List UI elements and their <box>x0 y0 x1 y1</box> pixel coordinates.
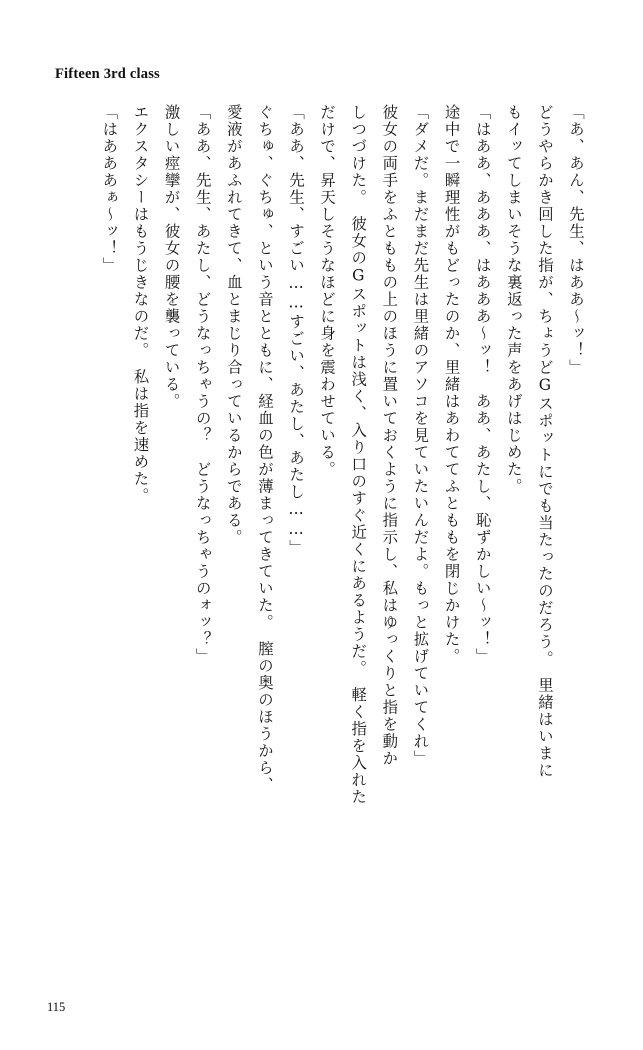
paragraph: 「はああ、あああ、はあああ〜ッ！ ああ、あたし、恥ずかしい〜ッ！」 <box>473 104 492 665</box>
paragraph: 「ダメだ。まだまだ先生は里緒のアソコを見ていたいんだよ。もっと拡げていてくれ」 <box>411 104 430 767</box>
page-number: 115 <box>47 1000 66 1014</box>
paragraph: だけで、昇天しそうなほどに身を震わせている。 <box>318 104 337 478</box>
paragraph: 「あ、あん、先生、はああ〜ッ！」 <box>567 104 585 376</box>
paragraph: もイッてしまいそうな裏返った声をあげはじめた。 <box>504 104 523 495</box>
paragraph: しつづけた。 彼女のGスポットは浅く、入り口のすぐ近くにあるようだ。 軽く指を入れた <box>349 104 368 806</box>
paragraph: エクスタシーはもうじきなのだ。 私は指を速めた。 <box>131 104 150 505</box>
page-header: Fifteen 3rd class <box>55 66 160 82</box>
body-text <box>51 104 591 924</box>
paragraph: どうやらかき回した指が、ちょうどGスポットにでも当たったのだろう。 里緒はいまに <box>535 104 554 779</box>
paragraph: 「ああ、先生、あたし、どうなっちゃうの？ どうなっちゃうのォッ？」 <box>193 104 212 665</box>
paragraph: 彼女の両手をふとももの上のほうに置いておくように指示し、私はゆっくりと指を動か <box>380 104 399 767</box>
paragraph: 「ああ、先生、すごい……すごい、あたし、あたし……」 <box>287 104 306 557</box>
paragraph: ぐちゅ、ぐちゅ、という音とともに、経血の色が薄まってきていた。 膣の奥のほうから、 <box>255 104 274 794</box>
paragraph: 愛液があふれてきて、血とまじり合っているからである。 <box>224 104 243 546</box>
paragraph: 激しい痙攣が、彼女の腰を襲っている。 <box>162 104 181 410</box>
paragraph: 「はあああぁ〜ッ！」 <box>100 104 119 274</box>
paragraph: 途中で一瞬理性がもどったのか、里緒はあわててふとももを閉じかけた。 <box>442 104 461 665</box>
